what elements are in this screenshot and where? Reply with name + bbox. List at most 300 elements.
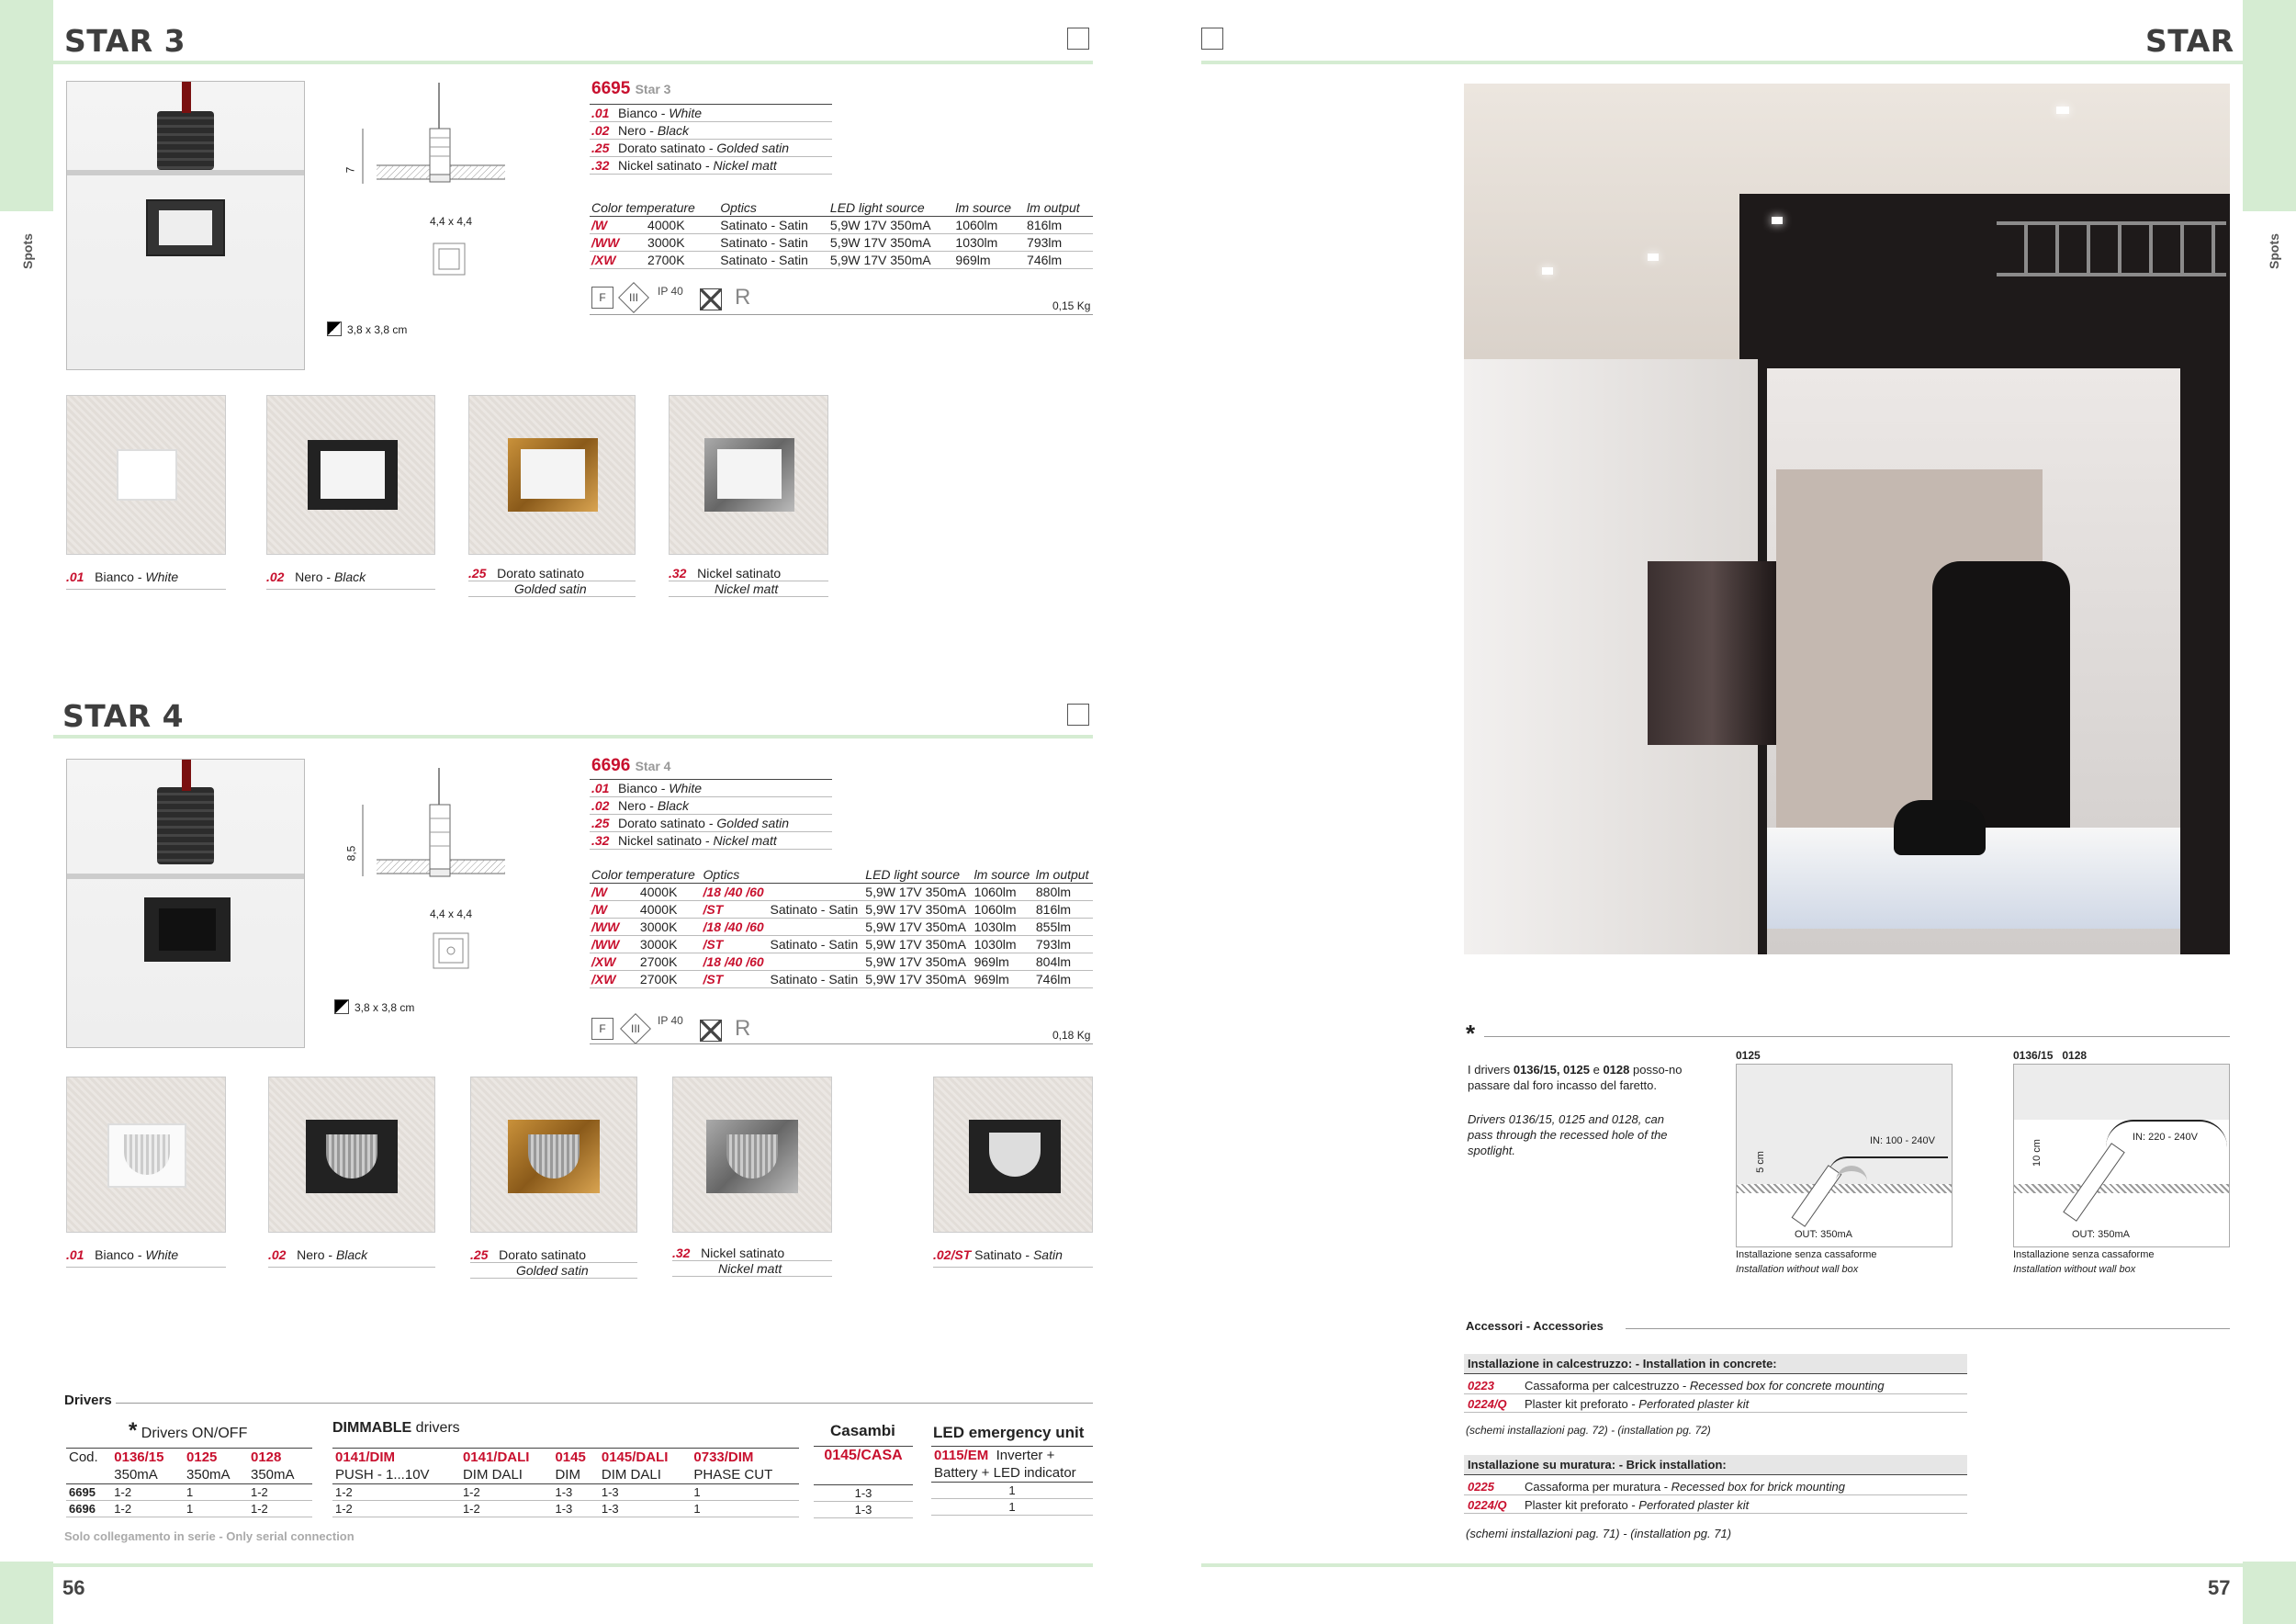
star4-weight-rule: [590, 1043, 1093, 1044]
cell-temp: 2700K: [646, 252, 718, 269]
star3-swatch-caption-3: [468, 566, 636, 597]
cell-optics: [769, 884, 864, 901]
product-wire: [182, 82, 191, 113]
swatch-code: .02/ST: [933, 1247, 972, 1262]
row-value: 1: [1008, 1483, 1016, 1497]
left-side-label: Spots: [20, 233, 35, 269]
swatch-label: Nickel satinato: [701, 1246, 785, 1260]
driver-spec: DIM: [555, 1467, 580, 1483]
swatch-code: .25: [470, 1247, 489, 1262]
cell-optics: Satinato - Satin: [769, 936, 864, 953]
drivers-onoff-table: [66, 1448, 312, 1517]
finish-row: [590, 780, 832, 797]
codes-row: [332, 1449, 799, 1467]
photo-spot1: [1648, 254, 1659, 261]
class3-icon: III: [620, 1013, 651, 1044]
star3-hole-size: 3,8 x 3,8 cm: [347, 323, 408, 336]
cell-optics: [769, 919, 864, 936]
accessory-en: Recessed box for concrete mounting: [1689, 1379, 1885, 1393]
swatch-label: Satinato -: [974, 1247, 1033, 1262]
star3-title-rule: [53, 61, 1093, 64]
right-side-tab: [2243, 0, 2296, 211]
finish-row: [590, 815, 832, 832]
star3-title: STAR 3: [64, 23, 186, 59]
drivers-title: Drivers: [64, 1393, 112, 1408]
accessories-rule: [1626, 1328, 2230, 1329]
finish-en: Golded satin: [716, 141, 790, 155]
cell-optic-code: /ST: [702, 936, 769, 953]
no-cover-icon: [700, 1020, 722, 1042]
swatch-code: .32: [669, 566, 687, 581]
cell-optics: Satinato - Satin: [769, 901, 864, 919]
no-cover-icon: [700, 288, 722, 310]
cell-temp: 4000K: [638, 884, 702, 901]
row-value: 1-2: [251, 1502, 268, 1516]
driver-row: [931, 1499, 1093, 1516]
cell-code: /XW: [590, 971, 638, 988]
star3-code: 6695: [591, 79, 631, 98]
install-rule: [1484, 1036, 2230, 1037]
onoff-label: Drivers ON/OFF: [141, 1426, 248, 1441]
left-page-number: 56: [62, 1576, 85, 1599]
finish-row: [590, 122, 832, 140]
cell-code: /WW: [590, 936, 638, 953]
drivers-emergency-heading: LED emergency unit: [933, 1424, 1085, 1441]
left-bottom-tab: [0, 1562, 53, 1624]
swatch-black: [268, 1077, 435, 1233]
brick-item-1: [1464, 1479, 1967, 1495]
row-value: 1: [1008, 1500, 1016, 1514]
star4-title-rule: [53, 735, 1093, 739]
driver-code: 0145: [555, 1449, 586, 1465]
photo-spot4: [1542, 267, 1553, 275]
driver-row: [66, 1484, 312, 1501]
accessory-it: Plaster kit preforato -: [1525, 1397, 1639, 1411]
accessory-it: Plaster kit preforato -: [1525, 1498, 1639, 1512]
swatch-label: Dorato satinato: [499, 1247, 587, 1262]
diagram1-out: OUT: 350mA: [1795, 1229, 1852, 1240]
row-value: 1: [186, 1485, 194, 1499]
driver-code: 0125: [186, 1449, 218, 1465]
driver-row: [332, 1484, 799, 1501]
emergency-code: 0115/EM: [934, 1448, 989, 1463]
finish-code: .01: [590, 780, 616, 797]
star3-technical-drawing: [349, 73, 523, 289]
driver-code: 0141/DALI: [462, 1449, 530, 1465]
star3-dim-height: 7: [343, 166, 357, 174]
spec-row: [590, 901, 1093, 919]
cell-lm-out: 816lm: [1034, 901, 1093, 919]
star4-spec-table: [590, 866, 1093, 988]
cell-led: 5,9W 17V 350mA: [863, 936, 972, 953]
cell-code: /W: [590, 884, 638, 901]
header-color-temp: Color temperature: [590, 199, 718, 217]
finish-row: [590, 797, 832, 815]
right-page-number: 57: [2208, 1576, 2231, 1599]
swatch-nickel: [669, 395, 828, 555]
cell-lm-src: 969lm: [953, 252, 1025, 269]
finish-en: White: [669, 781, 703, 795]
star3-dim-size: 4,4 x 4,4: [430, 215, 473, 228]
star3-ip-rating: IP 40: [658, 285, 683, 298]
diagram1-caption-it: Installazione senza cassaforme: [1736, 1249, 1877, 1260]
product-lens: [159, 210, 212, 245]
hole-icon: [334, 999, 349, 1014]
spec-row: [590, 217, 1093, 234]
cell-lm-src: 1060lm: [973, 901, 1034, 919]
diagram1-caption-en: Installation without wall box: [1736, 1264, 1859, 1275]
cell-optics: Satinato - Satin: [769, 971, 864, 988]
cell-lm-src: 1030lm: [973, 919, 1034, 936]
drivers-casambi-heading: Casambi: [830, 1422, 895, 1439]
codes-row: [931, 1447, 1093, 1465]
header-color-temp: Color temperature: [590, 866, 702, 884]
concrete-note: (schemi installazioni pag. 72) - (installation pg. 72): [1466, 1424, 1711, 1437]
cell-optic-code: /18 /40 /60: [702, 884, 769, 901]
cell-lm-src: 1030lm: [973, 936, 1034, 953]
diagram-driver: [2063, 1143, 2125, 1222]
photo-spot3: [2056, 107, 2069, 114]
star4-swatch-caption-2: [268, 1247, 435, 1268]
star4-name: Star 4: [635, 759, 671, 773]
drivers-note: Solo collegamento in serie - Only serial connection: [64, 1529, 355, 1543]
swatch-line2: Nickel matt: [718, 1261, 782, 1276]
diagram2-out: OUT: 350mA: [2072, 1229, 2130, 1240]
cell-lm-src: 1060lm: [973, 884, 1034, 901]
r-mark-icon: R: [735, 285, 751, 310]
cell-led: 5,9W 17V 350mA: [828, 252, 954, 269]
driver-row: [814, 1502, 913, 1518]
note-it-mid: e: [1589, 1063, 1604, 1077]
row-value: 1-3: [601, 1485, 619, 1499]
cell-temp: 2700K: [638, 971, 702, 988]
swatch-line2: Nickel matt: [715, 581, 779, 596]
product-wall: [67, 170, 304, 175]
photo-clothes: [1648, 561, 1776, 745]
swatch-code: .25: [468, 566, 487, 581]
swatch-white: [66, 1077, 226, 1233]
diagram2-in: IN: 220 - 240V: [2133, 1132, 2198, 1143]
cell-lm-out: 880lm: [1034, 884, 1093, 901]
cell-lm-src: 969lm: [973, 953, 1034, 971]
star4-dim-height: 8,5: [344, 845, 358, 862]
finish-en: Black: [657, 123, 690, 138]
finish-it: Bianco -: [618, 106, 670, 120]
specs-row: [332, 1466, 799, 1484]
star3-weight-rule: [590, 314, 1093, 315]
finish-row: [590, 140, 832, 157]
swatch-line2: Golded satin: [514, 581, 587, 596]
spec-row: [590, 953, 1093, 971]
right-title-rule: [1201, 61, 2243, 64]
driver-code: 0145/DALI: [601, 1449, 669, 1465]
diagram1-depth: 5 cm: [1754, 1151, 1766, 1173]
accessory-it: Cassaforma per calcestruzzo -: [1525, 1379, 1690, 1393]
star4-finish-table: [590, 779, 832, 850]
star4-swatch-caption-1: [66, 1247, 226, 1268]
class3-icon: III: [618, 282, 649, 313]
brick-item-2: [1464, 1497, 1967, 1514]
note-it-code3: 0128: [1603, 1063, 1630, 1077]
driver-spec: 350mA: [114, 1467, 158, 1483]
cell-led: 5,9W 17V 350mA: [828, 217, 954, 234]
accessory-code: 0224/Q: [1468, 1397, 1507, 1411]
finish-row: [590, 105, 832, 122]
diagram-slab: [1737, 1184, 1952, 1193]
star4-hole-size: 3,8 x 3,8 cm: [355, 1001, 415, 1014]
row-value: 1-3: [555, 1502, 573, 1516]
driver-spec: PHASE CUT: [693, 1467, 773, 1483]
cell-lm-src: 1030lm: [953, 234, 1025, 252]
driver-row: [931, 1483, 1093, 1499]
cell-temp: 3000K: [646, 234, 718, 252]
row-value: 1: [693, 1485, 701, 1499]
cell-led: 5,9W 17V 350mA: [863, 919, 972, 936]
note-it-prefix: I drivers: [1468, 1063, 1514, 1077]
diagram2-depth: 10 cm: [2031, 1139, 2043, 1167]
header-lm-source: lm source: [973, 866, 1034, 884]
swatch-code: .02: [268, 1247, 287, 1262]
spec-row: [590, 234, 1093, 252]
star4-code: 6696: [591, 756, 631, 775]
row-value: 1-2: [335, 1502, 353, 1516]
star3-swatch-caption-2: [266, 570, 435, 590]
row-value: 1: [186, 1502, 194, 1516]
row-value: 1-3: [854, 1486, 872, 1500]
cell-lm-out: 793lm: [1034, 936, 1093, 953]
swatch-en: Satin: [1032, 1247, 1063, 1262]
driver-spec: DIM DALI: [462, 1467, 523, 1483]
header-led: LED light source: [828, 199, 954, 217]
star4-weight: 0,18 Kg: [1052, 1029, 1091, 1042]
drivers-dimmable-table: [332, 1448, 799, 1517]
right-page-title: STAR: [2145, 23, 2234, 59]
star4-product-photo: [66, 759, 305, 1048]
star3-weight: 0,15 Kg: [1052, 299, 1091, 312]
install-diagram-2: [2013, 1064, 2230, 1247]
concrete-header: Installazione in calcestruzzo: - Installation in concrete:: [1464, 1354, 1967, 1374]
cell-code: /W: [590, 217, 646, 234]
f-mark-icon: F: [591, 1018, 613, 1040]
drivers-emergency-table: [931, 1446, 1093, 1516]
cell-lm-src: 1060lm: [953, 217, 1025, 234]
finish-it: Bianco -: [618, 781, 670, 795]
swatch-code: .01: [66, 1247, 84, 1262]
product-wall: [67, 874, 304, 879]
diagram-ceiling: [2014, 1065, 2229, 1120]
swatch-code: .02: [266, 570, 285, 584]
swatch-code: .01: [66, 570, 84, 584]
star4-swatch-caption-4: [672, 1246, 832, 1277]
header-led: LED light source: [863, 866, 972, 884]
row-value: 1-2: [462, 1485, 480, 1499]
finish-en: Black: [657, 798, 690, 813]
codes-row: [814, 1447, 913, 1485]
finish-it: Dorato satinato -: [618, 816, 717, 830]
row-value: 1-2: [335, 1485, 353, 1499]
tab-marker-icon: [1201, 28, 1223, 50]
cell-temp: 4000K: [638, 901, 702, 919]
cell-optic-code: /18 /40 /60: [702, 953, 769, 971]
finish-code: .32: [590, 157, 616, 175]
star4-swatch-caption-5: [933, 1247, 1093, 1268]
swatch-label: Bianco -: [95, 570, 146, 584]
accessory-en: Perforated plaster kit: [1638, 1397, 1750, 1411]
diagram2-codes: 0136/15 0128: [2013, 1049, 2088, 1062]
swatch-en: Black: [335, 1247, 368, 1262]
cell-lm-out: 804lm: [1034, 953, 1093, 971]
accessory-en: Recessed box for brick mounting: [1671, 1480, 1845, 1494]
codes-row: [66, 1449, 312, 1467]
row-value: 1-3: [854, 1503, 872, 1517]
header-lm-output: lm output: [1025, 199, 1093, 217]
diagram-slab: [2014, 1184, 2229, 1193]
note-it-rest: posso-no passare dal foro incasso del faretto.: [1468, 1063, 1683, 1092]
concrete-item-2: [1464, 1396, 1967, 1413]
swatch-en: Black: [333, 570, 366, 584]
finish-it: Nero -: [618, 798, 658, 813]
casambi-code: 0145/CASA: [824, 1448, 903, 1463]
swatch-label: Nero -: [297, 1247, 336, 1262]
cell-led: 5,9W 17V 350mA: [863, 884, 972, 901]
star3-spec-table: [590, 199, 1093, 269]
spec-row: [590, 936, 1093, 953]
left-side-tab: [0, 0, 53, 211]
swatch-black: [266, 395, 435, 555]
spec-header-row: [590, 866, 1093, 884]
cell-lm-out: 793lm: [1025, 234, 1093, 252]
drivers-dimmable-heading: [332, 1420, 460, 1437]
accessory-it: Cassaforma per muratura -: [1525, 1480, 1671, 1494]
driver-spec: PUSH - 1...10V: [335, 1467, 430, 1483]
row-value: 1-2: [251, 1485, 268, 1499]
drivers-casambi-table: [814, 1446, 913, 1518]
product-wire: [182, 760, 191, 791]
driver-spec: 350mA: [186, 1467, 231, 1483]
install-diagram-1: [1736, 1064, 1953, 1247]
r-mark-icon: R: [735, 1016, 751, 1041]
finish-en: Nickel matt: [713, 158, 777, 173]
swatch-label: Bianco -: [95, 1247, 146, 1262]
cell-optics: Satinato - Satin: [718, 217, 828, 234]
diagram2-caption-en: Installation without wall box: [2013, 1264, 2136, 1275]
finish-en: Golded satin: [716, 816, 790, 830]
right-bottom-tab: [2243, 1562, 2296, 1624]
swatch-white: [66, 395, 226, 555]
finish-code: .25: [590, 815, 616, 832]
photo-spot2: [1772, 217, 1783, 224]
cell-temp: 3000K: [638, 919, 702, 936]
cell-lm-out: 855lm: [1034, 919, 1093, 936]
swatch-label: Nickel satinato: [697, 566, 782, 581]
note-it-codes: 0136/15, 0125: [1513, 1063, 1590, 1077]
header-lm-output: lm output: [1034, 866, 1093, 884]
spec-row: [590, 252, 1093, 269]
product-heatsink: [157, 787, 214, 864]
row-value: 1-2: [462, 1502, 480, 1516]
cell-optic-code: /ST: [702, 971, 769, 988]
product-lens: [159, 908, 216, 951]
cell-optics: Satinato - Satin: [718, 252, 828, 269]
row-cod: 6695: [69, 1485, 96, 1499]
cell-temp: 3000K: [638, 936, 702, 953]
row-cod: 6696: [69, 1502, 96, 1516]
driver-row: [66, 1501, 312, 1517]
hole-icon: [327, 321, 342, 336]
star4-dim-size: 4,4 x 4,4: [430, 908, 473, 920]
dimmable-label: drivers: [411, 1420, 460, 1436]
swatch-label: Dorato satinato: [497, 566, 585, 581]
cell-temp: 2700K: [638, 953, 702, 971]
swatch-en: White: [145, 1247, 179, 1262]
finish-code: .25: [590, 140, 616, 157]
cell-code: /XW: [590, 953, 638, 971]
cell-code: /WW: [590, 234, 646, 252]
swatch-en: White: [145, 570, 179, 584]
drivers-rule: [116, 1403, 1093, 1404]
cell-optics: [769, 953, 864, 971]
cell-lm-out: 816lm: [1025, 217, 1093, 234]
finish-code: .32: [590, 832, 616, 850]
accessory-code: 0224/Q: [1468, 1498, 1507, 1512]
photo-bag: [1894, 800, 1986, 855]
diagram1-in: IN: 100 - 240V: [1870, 1135, 1935, 1146]
cell-optics: Satinato - Satin: [718, 234, 828, 252]
brick-header: Installazione su muratura: - Brick installation:: [1464, 1455, 1967, 1475]
emergency-desc: Battery + LED indicator: [934, 1465, 1076, 1481]
finish-code: .01: [590, 105, 616, 122]
accessory-en: Perforated plaster kit: [1638, 1498, 1750, 1512]
showroom-photo: [1464, 84, 2230, 954]
finish-code: .02: [590, 797, 616, 815]
tab-marker-icon: [1067, 704, 1089, 726]
finish-it: Nickel satinato -: [618, 833, 714, 848]
right-footer-rule: [1201, 1563, 2243, 1567]
star4-title: STAR 4: [62, 698, 185, 734]
row-value: 1-2: [114, 1502, 132, 1516]
star3-name: Star 3: [635, 82, 671, 96]
star3-code-line: [591, 79, 670, 99]
swatch-gold: [470, 1077, 637, 1233]
header-lm-source: lm source: [953, 199, 1025, 217]
install-note-en: Drivers 0136/15, 0125 and 0128, can pass through the recessed hole of the spotlight.: [1468, 1112, 1668, 1157]
finish-row: [590, 157, 832, 175]
drivers-onoff-heading: [129, 1418, 247, 1444]
cell-lm-out: 746lm: [1034, 971, 1093, 988]
cell-code: /WW: [590, 919, 638, 936]
swatch-code: .32: [672, 1246, 691, 1260]
photo-greek-key: [1997, 221, 2226, 276]
accessory-code: 0223: [1468, 1379, 1494, 1393]
cell-led: 5,9W 17V 350mA: [863, 971, 972, 988]
row-value: 1-3: [555, 1485, 573, 1499]
specs-row: [931, 1464, 1093, 1483]
driver-spec: 350mA: [251, 1467, 295, 1483]
asterisk-icon: *: [129, 1418, 138, 1443]
cell-code: /XW: [590, 252, 646, 269]
driver-code: 0733/DIM: [693, 1449, 754, 1465]
right-side-label: Spots: [2267, 233, 2281, 269]
finish-it: Nickel satinato -: [618, 158, 714, 173]
spec-row: [590, 971, 1093, 988]
star3-swatch-caption-1: [66, 570, 226, 590]
spec-row: [590, 884, 1093, 901]
swatch-label: Nero -: [295, 570, 334, 584]
cell-led: 5,9W 17V 350mA: [828, 234, 954, 252]
accessory-code: 0225: [1468, 1480, 1494, 1494]
cell-code: /W: [590, 901, 638, 919]
star3-product-photo: [66, 81, 305, 370]
